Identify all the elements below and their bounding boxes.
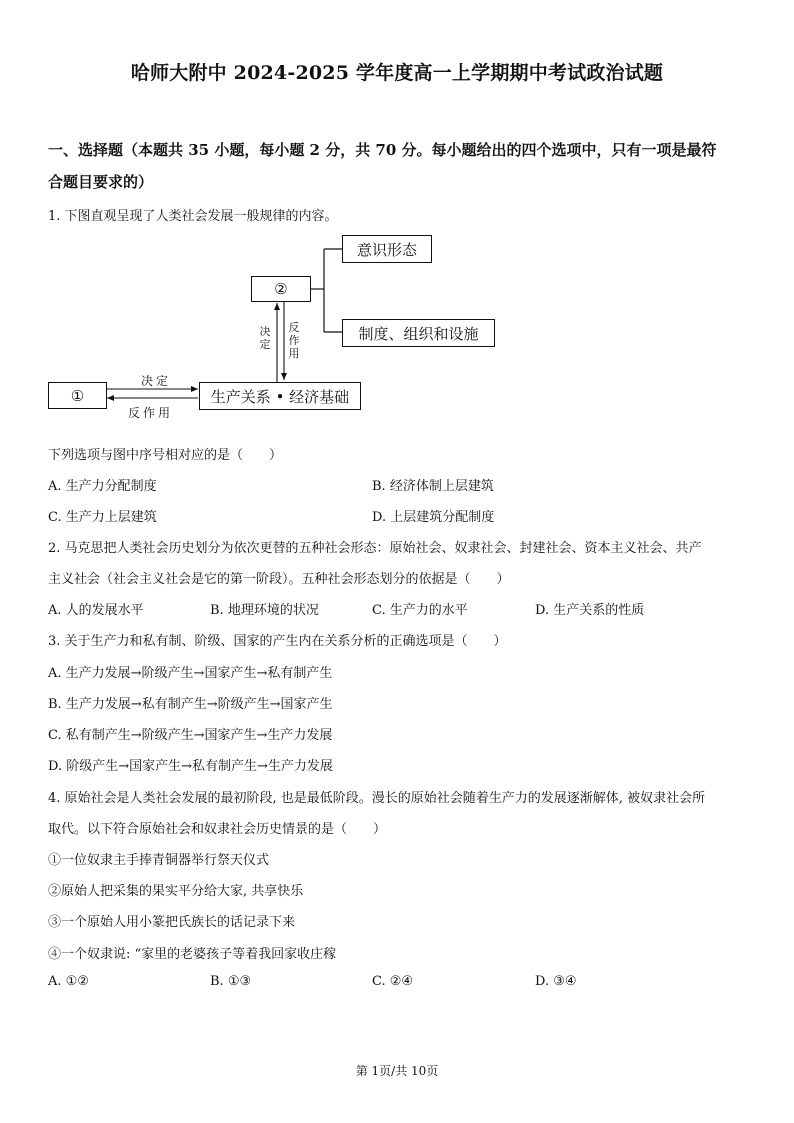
section-heading-line2: 合题目要求的） [48, 173, 154, 191]
label-decide-horizontal: 决定 [141, 374, 172, 388]
q2-option-d: D. 生产关系的性质 [535, 603, 645, 618]
q4-stem-line1: 4. 原始社会是人类社会发展的最初阶段, 也是最低阶段。漫长的原始社会随着生产力的发展逐渐解体, 被奴隶社会所 [48, 791, 706, 806]
q2-stem-line2: 主义社会（社会主义社会是它的第一阶段）。五种社会形态划分的依据是（ ） [48, 572, 510, 587]
label-react-vertical: 反作用 [288, 321, 300, 360]
q4-item-3: ③一个原始人用小篆把氏族长的话记录下来 [48, 915, 296, 930]
q1-option-b: B. 经济体制上层建筑 [372, 479, 494, 494]
page-title: 哈师大附中 2024-2025 学年度高一上学期期中考试政治试题 [130, 62, 664, 84]
q2-option-a: A. 人的发展水平 [48, 603, 144, 618]
q4-item-4: ④一个奴隶说: “家里的老婆孩子等着我回家收庄稼 [48, 947, 337, 962]
q4-option-a: A. ①② [48, 974, 89, 989]
q4-option-c: C. ②④ [372, 974, 414, 989]
q2-option-c: C. 生产力的水平 [372, 603, 468, 618]
q1-stem: 1. 下图直观呈现了人类社会发展一般规律的内容。 [48, 209, 338, 224]
page-footer: 第 1页/共 10页 [355, 1064, 439, 1078]
q3-option-c: C. 私有制产生→阶级产生→国家产生→生产力发展 [48, 728, 333, 743]
label-react-horizontal: 反作用 [128, 406, 174, 420]
section-heading-line1: 一、选择题（本题共 35 小题，每小题 2 分，共 70 分。每小题给出的四个选项中，只有一项是最符 [48, 141, 717, 159]
q3-option-b: B. 生产力发展→私有制产生→阶级产生→国家产生 [48, 697, 333, 712]
box-production-relations: 生产关系 • 经济基础 [199, 382, 361, 410]
q1-prompt: 下列选项与图中序号相对应的是（ ） [48, 448, 283, 463]
q4-item-2: ②原始人把采集的果实平分给大家, 共享快乐 [48, 884, 304, 899]
q2-stem-line1: 2. 马克思把人类社会历史划分为依次更替的五种社会形态：原始社会、奴隶社会、封建社会、资本主义社会、共产 [48, 541, 702, 556]
q4-item-1: ①一位奴隶主手捧青铜器举行祭天仪式 [48, 853, 270, 868]
q3-stem: 3. 关于生产力和私有制、阶级、国家的产生内在关系分析的正确选项是（ ） [48, 634, 507, 649]
box-ideology: 意识形态 [342, 235, 432, 263]
q2-option-b: B. 地理环境的状况 [210, 603, 319, 618]
q4-stem-line2: 取代。以下符合原始社会和奴隶社会历史情景的是（ ） [48, 822, 387, 837]
box-number-two: ② [251, 276, 311, 302]
q3-option-d: D. 阶级产生→国家产生→私有制产生→生产力发展 [48, 759, 333, 774]
box-institutions: 制度、组织和设施 [342, 319, 495, 347]
q1-option-c: C. 生产力上层建筑 [48, 510, 157, 525]
q4-option-d: D. ③④ [535, 974, 577, 989]
q4-option-b: B. ①③ [210, 974, 252, 989]
q3-option-a: A. 生产力发展→阶级产生→国家产生→私有制产生 [48, 666, 333, 681]
q1-option-d: D. 上层建筑分配制度 [372, 510, 495, 525]
box-number-one: ① [48, 382, 107, 409]
label-decide-vertical: 决定 [259, 325, 271, 351]
q1-option-a: A. 生产力分配制度 [48, 479, 157, 494]
